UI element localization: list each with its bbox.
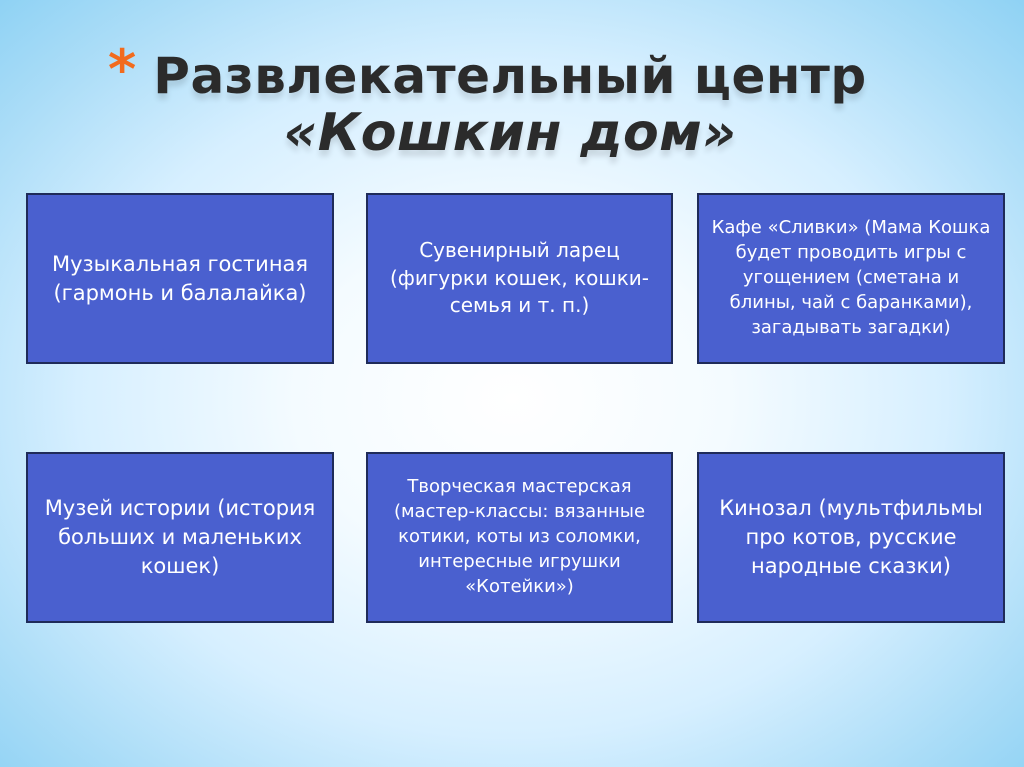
box-history-museum [26,452,334,623]
slide-title [110,48,910,162]
box-souvenir-chest-text: Сувенирный ларец (фигурки кошек, кошки-семья и т. п.) [389,238,649,318]
title-bullet-star: * [108,38,137,101]
title-line-1: Развлекательный центр [153,47,867,105]
title-line-2: «Кошкин дом» [283,103,737,163]
box-cafe-slivki [697,193,1005,364]
box-music-lounge [26,193,334,364]
box-history-museum-text: Музей истории (история больших и маленьких кошек) [44,496,316,578]
box-music-lounge-text: Музыкальная гостиная (гармонь и балалайка) [51,251,309,305]
box-creative-workshop [366,452,673,623]
box-cafe-slivki-text: Кафе «Сливки» (Мама Кошка будет проводить игры с угощением (сметана и блины, чай с баранками), загадывать загадки) [711,217,991,338]
box-creative-workshop-text: Творческая мастерская (мастер-классы: вязанные котики, коты из соломки, интересные игрушки «Котейки») [393,476,646,597]
box-souvenir-chest [366,193,673,364]
box-cinema-hall-text: Кинозал (мультфильмы про котов, русские народные сказки) [719,496,983,578]
box-cinema-hall [697,452,1005,623]
